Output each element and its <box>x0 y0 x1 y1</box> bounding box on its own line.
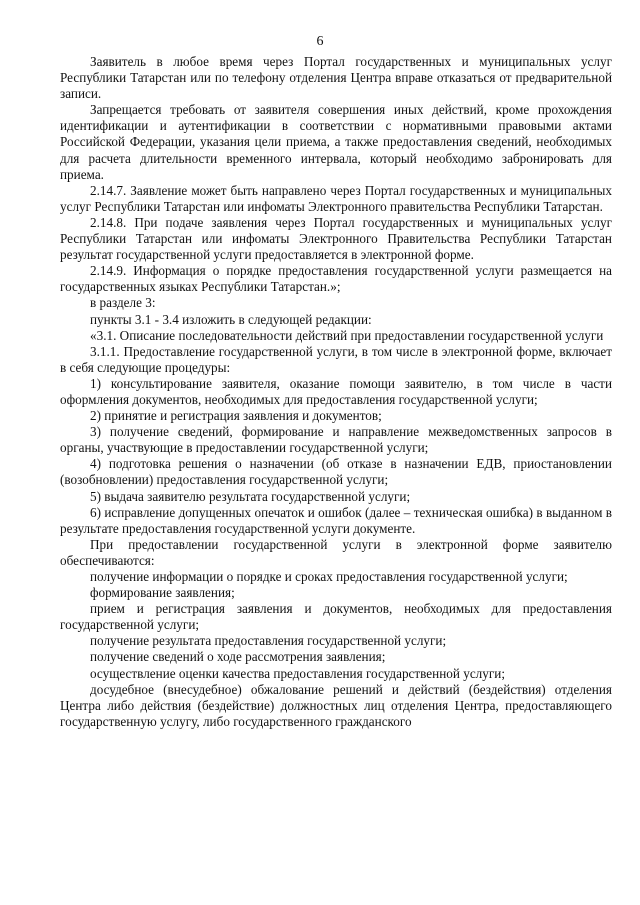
paragraph: «3.1. Описание последовательности действий при предоставлении государственной услуги <box>90 327 604 343</box>
paragraph: 5) выдача заявителю результата государственной услуги; <box>90 488 411 504</box>
paragraph: 2) принятие и регистрация заявления и документов; <box>90 408 382 424</box>
paragraph: осуществление оценки качества предоставления государственной услуги; <box>90 665 505 681</box>
paragraph: досудебное (внесудебное) обжалование решений и действий (бездействия) отделения Центра либо действия (бездействие) должностных лиц отделения Центра, предоставляющего государственную услугу, либо государственного гражданского <box>60 681 612 729</box>
paragraph: Запрещается требовать от заявителя совершения иных действий, кроме прохождения идентификации и аутентификации в соответствии с нормативными правовыми актами Российской Федерации, указания цели приема, а также предоставления сведений, необходимых для расчета длительности временного интервала, который необходимо забронировать для приема. <box>60 102 612 182</box>
paragraph: 4) подготовка решения о назначении (об отказе в назначении ЕДВ, приостановлении (возобновлении) предоставления государственной услуги; <box>60 456 612 488</box>
paragraph: получение информации о порядке и сроках предоставления государственной услуги; <box>90 569 568 584</box>
paragraph: 1) консультирование заявителя, оказание помощи заявителю, в том числе в части оформления документов, необходимых для предоставления государственной услуги; <box>60 375 612 407</box>
paragraph: 2.14.8. При подаче заявления через Портал государственных и муниципальных услуг Республики Татарстан или инфоматы Электронного Правительства Республики Татарстан результат государственной услуги предоставляется в электронной форме. <box>60 214 612 263</box>
paragraph: 2.14.9. Информация о порядке предоставления государственной услуги размещается на государственных языках Республики Татарстан.»; <box>60 263 612 295</box>
paragraph: 3.1.1. Предоставление государственной услуги, в том числе в электронной форме, включает в себя следующие процедуры: <box>60 343 612 375</box>
paragraph: в разделе 3: <box>90 295 156 311</box>
paragraph: 3) получение сведений, формирование и направление межведомственных запросов в органы, участвующие в предоставлении государственной услуги; <box>60 424 612 456</box>
paragraph: При предоставлении государственной услуги в электронной форме заявителю обеспечиваются: <box>60 536 612 568</box>
paragraph: 2.14.7. Заявление может быть направлено через Портал государственных и муниципальных услуг Республики Татарстан или инфоматы Электронного правительства Республики Татарстан. <box>60 182 612 214</box>
paragraph: Заявитель в любое время через Портал государственных и муниципальных услуг Республики Татарстан или по телефону отделения Центра вправе отказаться от предварительной записи. <box>60 54 612 102</box>
paragraph: получение сведений о ходе рассмотрения заявления; <box>90 649 386 665</box>
document-body <box>60 54 612 730</box>
paragraph: пункты 3.1 - 3.4 изложить в следующей редакции: <box>90 311 372 327</box>
paragraph: прием и регистрация заявления и документов, необходимых для предоставления государственной услуги; <box>60 601 612 633</box>
paragraph: 6) исправление допущенных опечаток и ошибок (далее – техническая ошибка) в выданном в результате предоставления государственной услуги документе. <box>60 504 612 536</box>
paragraph: формирование заявления; <box>90 585 235 601</box>
paragraph: получение результата предоставления государственной услуги; <box>90 633 447 649</box>
page-number: 6 <box>316 34 324 49</box>
